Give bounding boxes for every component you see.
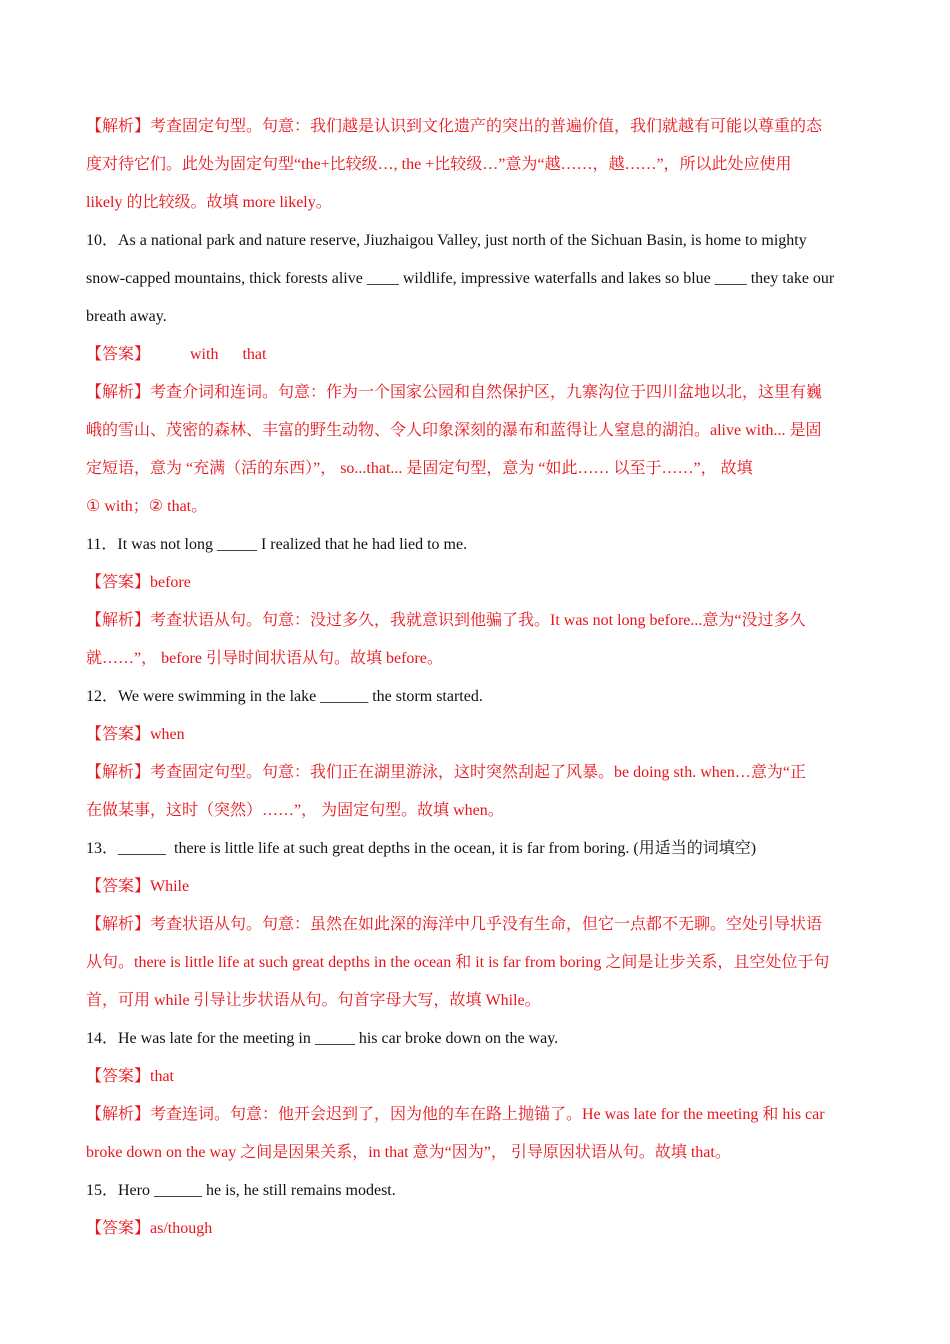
explanation-line: 【解析】考查连词。句意：他开会迟到了，因为他的车在路上抛锚了。He was late for the meeting 和 his car [86, 1106, 825, 1123]
answer-line: 【答案】when [86, 726, 185, 743]
explanation-line: 【解析】考查介词和连词。句意：作为一个国家公园和自然保护区，九寨沟位于四川盆地以北，这里有巍 [86, 384, 823, 401]
question-line: 13．______ there is little life at such great depths in the ocean, it is far from boring. (用适当的词填空) [86, 840, 757, 857]
explanation-line: 首，可用 while 引导让步状语从句。句首字母大写，故填 While。 [86, 992, 541, 1009]
question-line: 14．He was late for the meeting in _____ his car broke down on the way. [86, 1030, 559, 1047]
explanation-line: 度对待它们。此处为固定句型“the+比较级…, the +比较级…”意为“越……，越……”，所以此处应使用 [86, 156, 792, 173]
explanation-line: ① with；② that。 [86, 498, 208, 515]
question-line: 11．It was not long _____ I realized that he had lied to me. [86, 536, 468, 553]
explanation-line: 【解析】考查状语从句。句意：虽然在如此深的海洋中几乎没有生命，但它一点都不无聊。空处引导状语 [86, 916, 823, 933]
question-line: 12．We were swimming in the lake ______ the storm started. [86, 688, 483, 705]
answer-line: 【答案】 with that [86, 346, 267, 363]
answer-line: 【答案】While [86, 878, 190, 895]
explanation-line: 就……”， before 引导时间状语从句。故填 before。 [86, 650, 443, 667]
answer-line: 【答案】that [86, 1068, 174, 1085]
question-line: 15．Hero ______ he is, he still remains modest. [86, 1182, 396, 1199]
explanation-line: broke down on the way 之间是因果关系，in that 意为“因为”， 引导原因状语从句。故填 that。 [86, 1144, 731, 1161]
explanation-line: likely 的比较级。故填 more likely。 [86, 194, 332, 211]
explanation-line: 从句。there is little life at such great depths in the ocean 和 it is far from boring 之间是让步关系，且空处位于句 [86, 954, 830, 971]
explanation-line: 【解析】考查固定句型。句意：我们正在湖里游泳，这时突然刮起了风暴。be doing sth. when…意为“正 [86, 764, 806, 781]
explanation-line: 在做某事，这时（突然）……”， 为固定句型。故填 when。 [86, 802, 504, 819]
question-line: 10．As a national park and nature reserve, Jiuzhaigou Valley, just north of the Sichuan Basin, is home to mighty [86, 232, 807, 249]
question-line: snow-capped mountains, thick forests alive ____ wildlife, impressive waterfalls and lakes so blue ____ they take our [86, 270, 835, 287]
document-page [86, 108, 866, 1248]
answer-line: 【答案】before [86, 574, 191, 591]
answer-line: 【答案】as/though [86, 1220, 213, 1237]
explanation-line: 峨的雪山、茂密的森林、丰富的野生动物、令人印象深刻的瀑布和蓝得让人窒息的湖泊。alive with... 是固 [86, 422, 822, 439]
explanation-line: 定短语，意为 “充满（活的东西）”， so...that... 是固定句型，意为 “如此…… 以至于……”， 故填 [86, 460, 753, 477]
explanation-line: 【解析】考查状语从句。句意：没过多久，我就意识到他骗了我。It was not long before...意为“没过多久 [86, 612, 806, 629]
question-line: breath away. [86, 308, 167, 325]
explanation-line: 【解析】考查固定句型。句意：我们越是认识到文化遗产的突出的普遍价值，我们就越有可能以尊重的态 [86, 118, 823, 135]
